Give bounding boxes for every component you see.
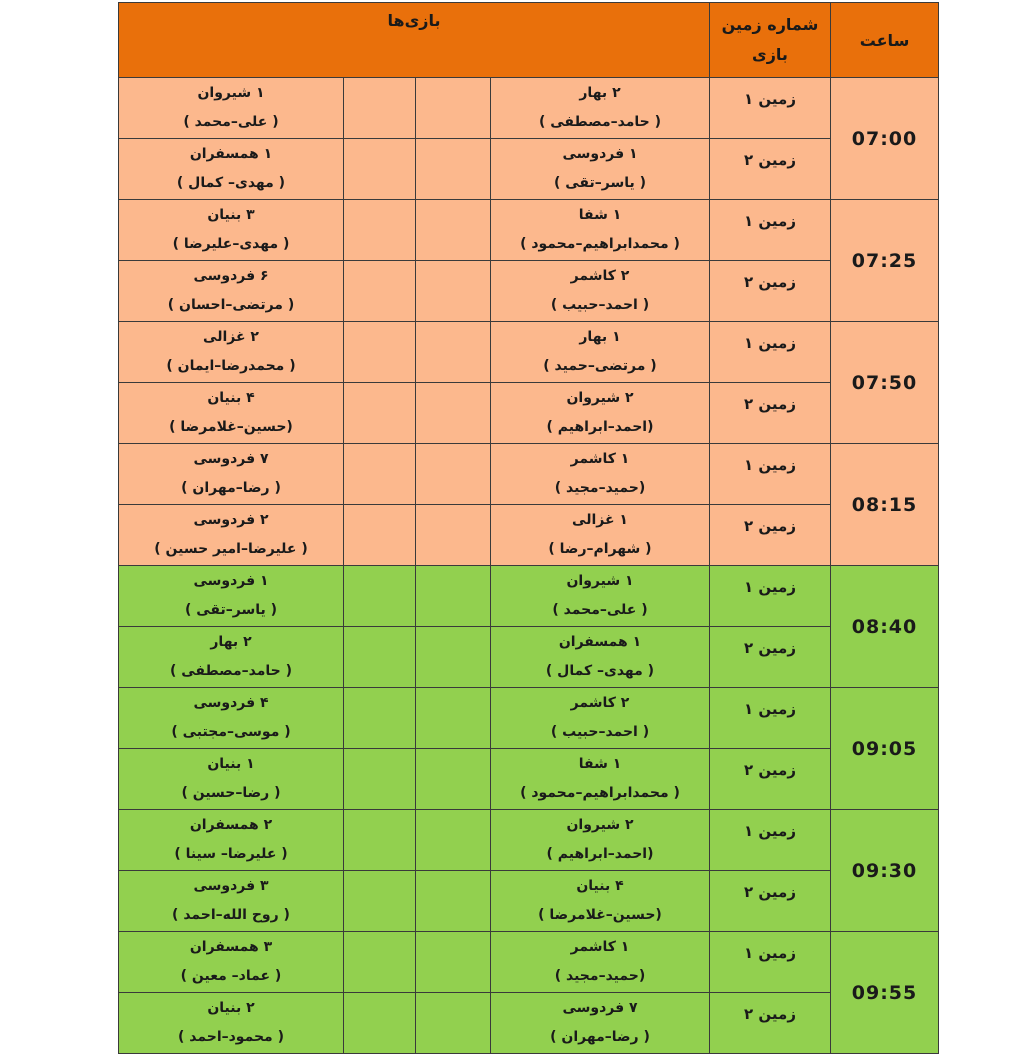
match-row [119,810,939,871]
home-score-cell [416,322,491,383]
match-row [119,78,939,139]
home-team-name: ۱ غزالی [572,512,628,528]
home-team-name: ۱ شفا [578,756,622,772]
home-score-cell [416,383,491,444]
home-team-players: ( علی–محمد ) [552,602,648,618]
home-team-cell [491,932,710,993]
away-score-cell [344,139,416,200]
field-header-line1: شماره زمین [721,15,819,34]
away-team-cell [119,627,344,688]
match-row [119,932,939,993]
away-team-players: ( مهدی– کمال ) [176,175,286,191]
home-team-players: ( حامد–مصطفی ) [539,114,661,130]
home-score-cell [416,444,491,505]
home-team-cell [491,749,710,810]
field-cell: زمین ۱ [710,322,831,383]
away-team-name: ۳ فردوسی [193,878,269,894]
time-cell: 09:30 [831,810,939,932]
time-cell: 08:15 [831,444,939,566]
away-team-cell [119,383,344,444]
match-row [119,688,939,749]
home-team-name: ۱ فردوسی [562,146,638,162]
away-team-cell [119,444,344,505]
away-team-cell [119,139,344,200]
away-team-cell [119,810,344,871]
away-team-cell [119,993,344,1054]
match-schedule-table [118,2,939,1054]
away-team-name: ۱ فردوسی [193,573,269,589]
away-team-cell [119,200,344,261]
schedule-body [119,78,939,1054]
match-row [119,139,939,200]
field-cell: زمین ۲ [710,627,831,688]
field-cell: زمین ۱ [710,810,831,871]
away-team-cell [119,78,344,139]
home-team-cell [491,261,710,322]
home-team-name: ۲ شیروان [566,817,634,833]
home-team-name: ۲ کاشمر [570,268,630,284]
home-score-cell [416,200,491,261]
field-cell: زمین ۲ [710,139,831,200]
away-score-cell [344,322,416,383]
home-team-name: ۱ کاشمر [570,939,630,955]
home-team-players: (حسین–غلامرضا ) [538,907,662,923]
time-cell: 07:00 [831,78,939,200]
away-score-cell [344,932,416,993]
home-team-players: ( مهدی– کمال ) [545,663,655,679]
home-team-players: ( یاسر–تقی ) [553,175,647,191]
away-score-cell [344,871,416,932]
field-cell: زمین ۱ [710,566,831,627]
field-header [710,3,831,78]
away-team-players: ( علی–محمد ) [183,114,279,130]
home-team-name: ۲ بهار [579,85,621,101]
field-cell: زمین ۱ [710,688,831,749]
time-header: ساعت [831,3,939,78]
home-team-cell [491,566,710,627]
home-score-cell [416,78,491,139]
away-team-cell [119,505,344,566]
field-cell: زمین ۱ [710,932,831,993]
away-team-name: ۷ فردوسی [193,451,269,467]
away-team-players: ( عماد– معین ) [180,968,282,984]
home-team-name: ۱ کاشمر [570,451,630,467]
home-team-cell [491,383,710,444]
home-score-cell [416,810,491,871]
field-cell: زمین ۲ [710,383,831,444]
home-team-name: ۱ شفا [578,207,622,223]
home-score-cell [416,688,491,749]
away-team-cell [119,566,344,627]
home-team-cell [491,688,710,749]
home-team-cell [491,139,710,200]
field-cell: زمین ۲ [710,993,831,1054]
home-score-cell [416,261,491,322]
away-team-name: ۲ همسفران [189,817,273,833]
home-team-name: ۱ بهار [579,329,621,345]
away-team-name: ۱ بنیان [207,756,255,772]
away-team-name: ۴ فردوسی [193,695,269,711]
home-team-players: (احمد–ابراهیم ) [546,846,654,862]
home-team-cell [491,810,710,871]
away-score-cell [344,749,416,810]
home-team-cell [491,993,710,1054]
home-team-name: ۱ شیروان [566,573,634,589]
away-score-cell [344,505,416,566]
home-team-name: ۲ کاشمر [570,695,630,711]
home-team-players: ( احمد–حبیب ) [550,297,650,313]
away-team-players: ( علیرضا– سینا ) [174,846,288,862]
home-team-players: ( محمدابراهیم–محمود ) [520,236,680,252]
away-team-players: ( حامد–مصطفی ) [170,663,292,679]
home-score-cell [416,139,491,200]
away-team-players: ( مرتضی–احسان ) [167,297,295,313]
home-score-cell [416,566,491,627]
away-score-cell [344,810,416,871]
home-team-cell [491,444,710,505]
away-score-cell [344,200,416,261]
home-team-cell [491,200,710,261]
away-score-cell [344,444,416,505]
home-team-cell [491,78,710,139]
field-cell: زمین ۲ [710,749,831,810]
away-team-players: ( علیرضا–امیر حسین ) [154,541,308,557]
home-score-cell [416,627,491,688]
away-team-cell [119,932,344,993]
home-team-name: ۷ فردوسی [562,1000,638,1016]
match-row [119,444,939,505]
away-team-cell [119,261,344,322]
match-row [119,627,939,688]
time-cell: 08:40 [831,566,939,688]
away-score-cell [344,78,416,139]
field-cell: زمین ۲ [710,261,831,322]
away-team-players: ( یاسر–تقی ) [184,602,278,618]
home-team-players: (حمید–مجید ) [554,480,646,496]
field-cell: زمین ۱ [710,78,831,139]
time-cell: 07:50 [831,322,939,444]
home-score-cell [416,871,491,932]
away-score-cell [344,993,416,1054]
away-score-cell [344,566,416,627]
away-team-players: (حسین–غلامرضا ) [169,419,293,435]
away-team-name: ۱ همسفران [189,146,273,162]
home-team-players: ( احمد–حبیب ) [550,724,650,740]
match-row [119,505,939,566]
away-team-cell [119,871,344,932]
home-team-players: (احمد–ابراهیم ) [546,419,654,435]
away-team-players: ( مهدی–علیرضا ) [172,236,290,252]
home-score-cell [416,749,491,810]
home-team-cell [491,505,710,566]
away-score-cell [344,688,416,749]
away-team-players: ( رضا–حسین ) [181,785,281,801]
match-row [119,871,939,932]
home-team-players: ( محمدابراهیم–محمود ) [520,785,680,801]
time-cell: 09:55 [831,932,939,1054]
away-team-name: ۲ غزالی [203,329,259,345]
field-header-line2: بازی [752,45,788,64]
home-team-name: ۱ همسفران [558,634,642,650]
away-team-players: ( محمدرضا–ایمان ) [166,358,296,374]
home-team-players: ( مرتضی–حمید ) [543,358,657,374]
away-team-name: ۴ بنیان [207,390,255,406]
match-row [119,749,939,810]
away-score-cell [344,627,416,688]
home-team-cell [491,627,710,688]
match-row [119,322,939,383]
home-score-cell [416,993,491,1054]
home-score-cell [416,932,491,993]
away-team-cell [119,749,344,810]
field-cell: زمین ۲ [710,871,831,932]
home-team-name: ۲ شیروان [566,390,634,406]
away-team-players: ( موسی–مجتبی ) [171,724,291,740]
games-header: بازی‌ها [119,3,710,78]
away-team-name: ۲ بهار [210,634,252,650]
match-row [119,383,939,444]
home-team-players: ( شهرام–رضا ) [548,541,652,557]
time-cell: 07:25 [831,200,939,322]
home-score-cell [416,505,491,566]
field-cell: زمین ۲ [710,505,831,566]
away-team-name: ۳ همسفران [189,939,273,955]
away-team-players: ( رضا–مهران ) [181,480,281,496]
away-team-cell [119,322,344,383]
away-team-name: ۶ فردوسی [193,268,269,284]
away-team-name: ۲ بنیان [207,1000,255,1016]
away-team-cell [119,688,344,749]
home-team-players: ( رضا–مهران ) [550,1029,650,1045]
away-team-players: ( روح الله–احمد ) [172,907,290,923]
away-team-players: ( محمود–احمد ) [177,1029,284,1045]
away-team-name: ۲ فردوسی [193,512,269,528]
match-row [119,566,939,627]
away-team-name: ۱ شیروان [197,85,265,101]
away-team-name: ۳ بنیان [207,207,255,223]
field-cell: زمین ۱ [710,200,831,261]
time-cell: 09:05 [831,688,939,810]
match-row [119,993,939,1054]
away-score-cell [344,383,416,444]
header-row [119,3,939,78]
field-cell: زمین ۱ [710,444,831,505]
home-team-cell [491,322,710,383]
home-team-cell [491,871,710,932]
away-score-cell [344,261,416,322]
home-team-players: (حمید–مجید ) [554,968,646,984]
home-team-name: ۴ بنیان [576,878,624,894]
match-row [119,200,939,261]
match-row [119,261,939,322]
